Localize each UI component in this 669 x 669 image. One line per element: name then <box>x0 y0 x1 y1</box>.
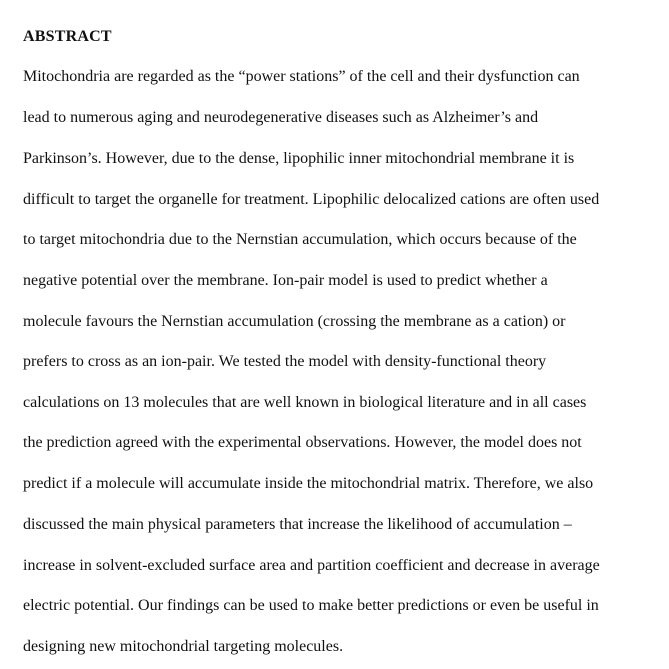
abstract-line: prefers to cross as an ion-pair. We tested the model with density-functional theory <box>23 353 547 370</box>
abstract-line: calculations on 13 molecules that are well known in biological literature and in all cases <box>23 394 587 411</box>
abstract-line: negative potential over the membrane. Ion-pair model is used to predict whether a <box>23 272 548 289</box>
abstract-line: Mitochondria are regarded as the “power stations” of the cell and their dysfunction can <box>23 68 580 85</box>
abstract-line: predict if a molecule will accumulate inside the mitochondrial matrix. Therefore, we also <box>23 475 594 492</box>
abstract-line: electric potential. Our findings can be used to make better predictions or even be useful in <box>23 597 599 614</box>
abstract-line: discussed the main physical parameters that increase the likelihood of accumulation – <box>23 516 572 533</box>
abstract-line: increase in solvent-excluded surface area and partition coefficient and decrease in average <box>23 557 600 574</box>
abstract-line: Parkinson’s. However, due to the dense, lipophilic inner mitochondrial membrane it is <box>23 150 575 167</box>
abstract-line: lead to numerous aging and neurodegenerative diseases such as Alzheimer’s and <box>23 109 539 126</box>
abstract-line: designing new mitochondrial targeting molecules. <box>23 638 344 655</box>
abstract-line: the prediction agreed with the experimental observations. However, the model does not <box>23 434 582 451</box>
abstract-heading: ABSTRACT <box>23 28 112 45</box>
abstract-line: difficult to target the organelle for treatment. Lipophilic delocalized cations are often used <box>23 191 600 208</box>
abstract-line: molecule favours the Nernstian accumulation (crossing the membrane as a cation) or <box>23 313 566 330</box>
abstract-line: to target mitochondria due to the Nernstian accumulation, which occurs because of the <box>23 231 577 248</box>
